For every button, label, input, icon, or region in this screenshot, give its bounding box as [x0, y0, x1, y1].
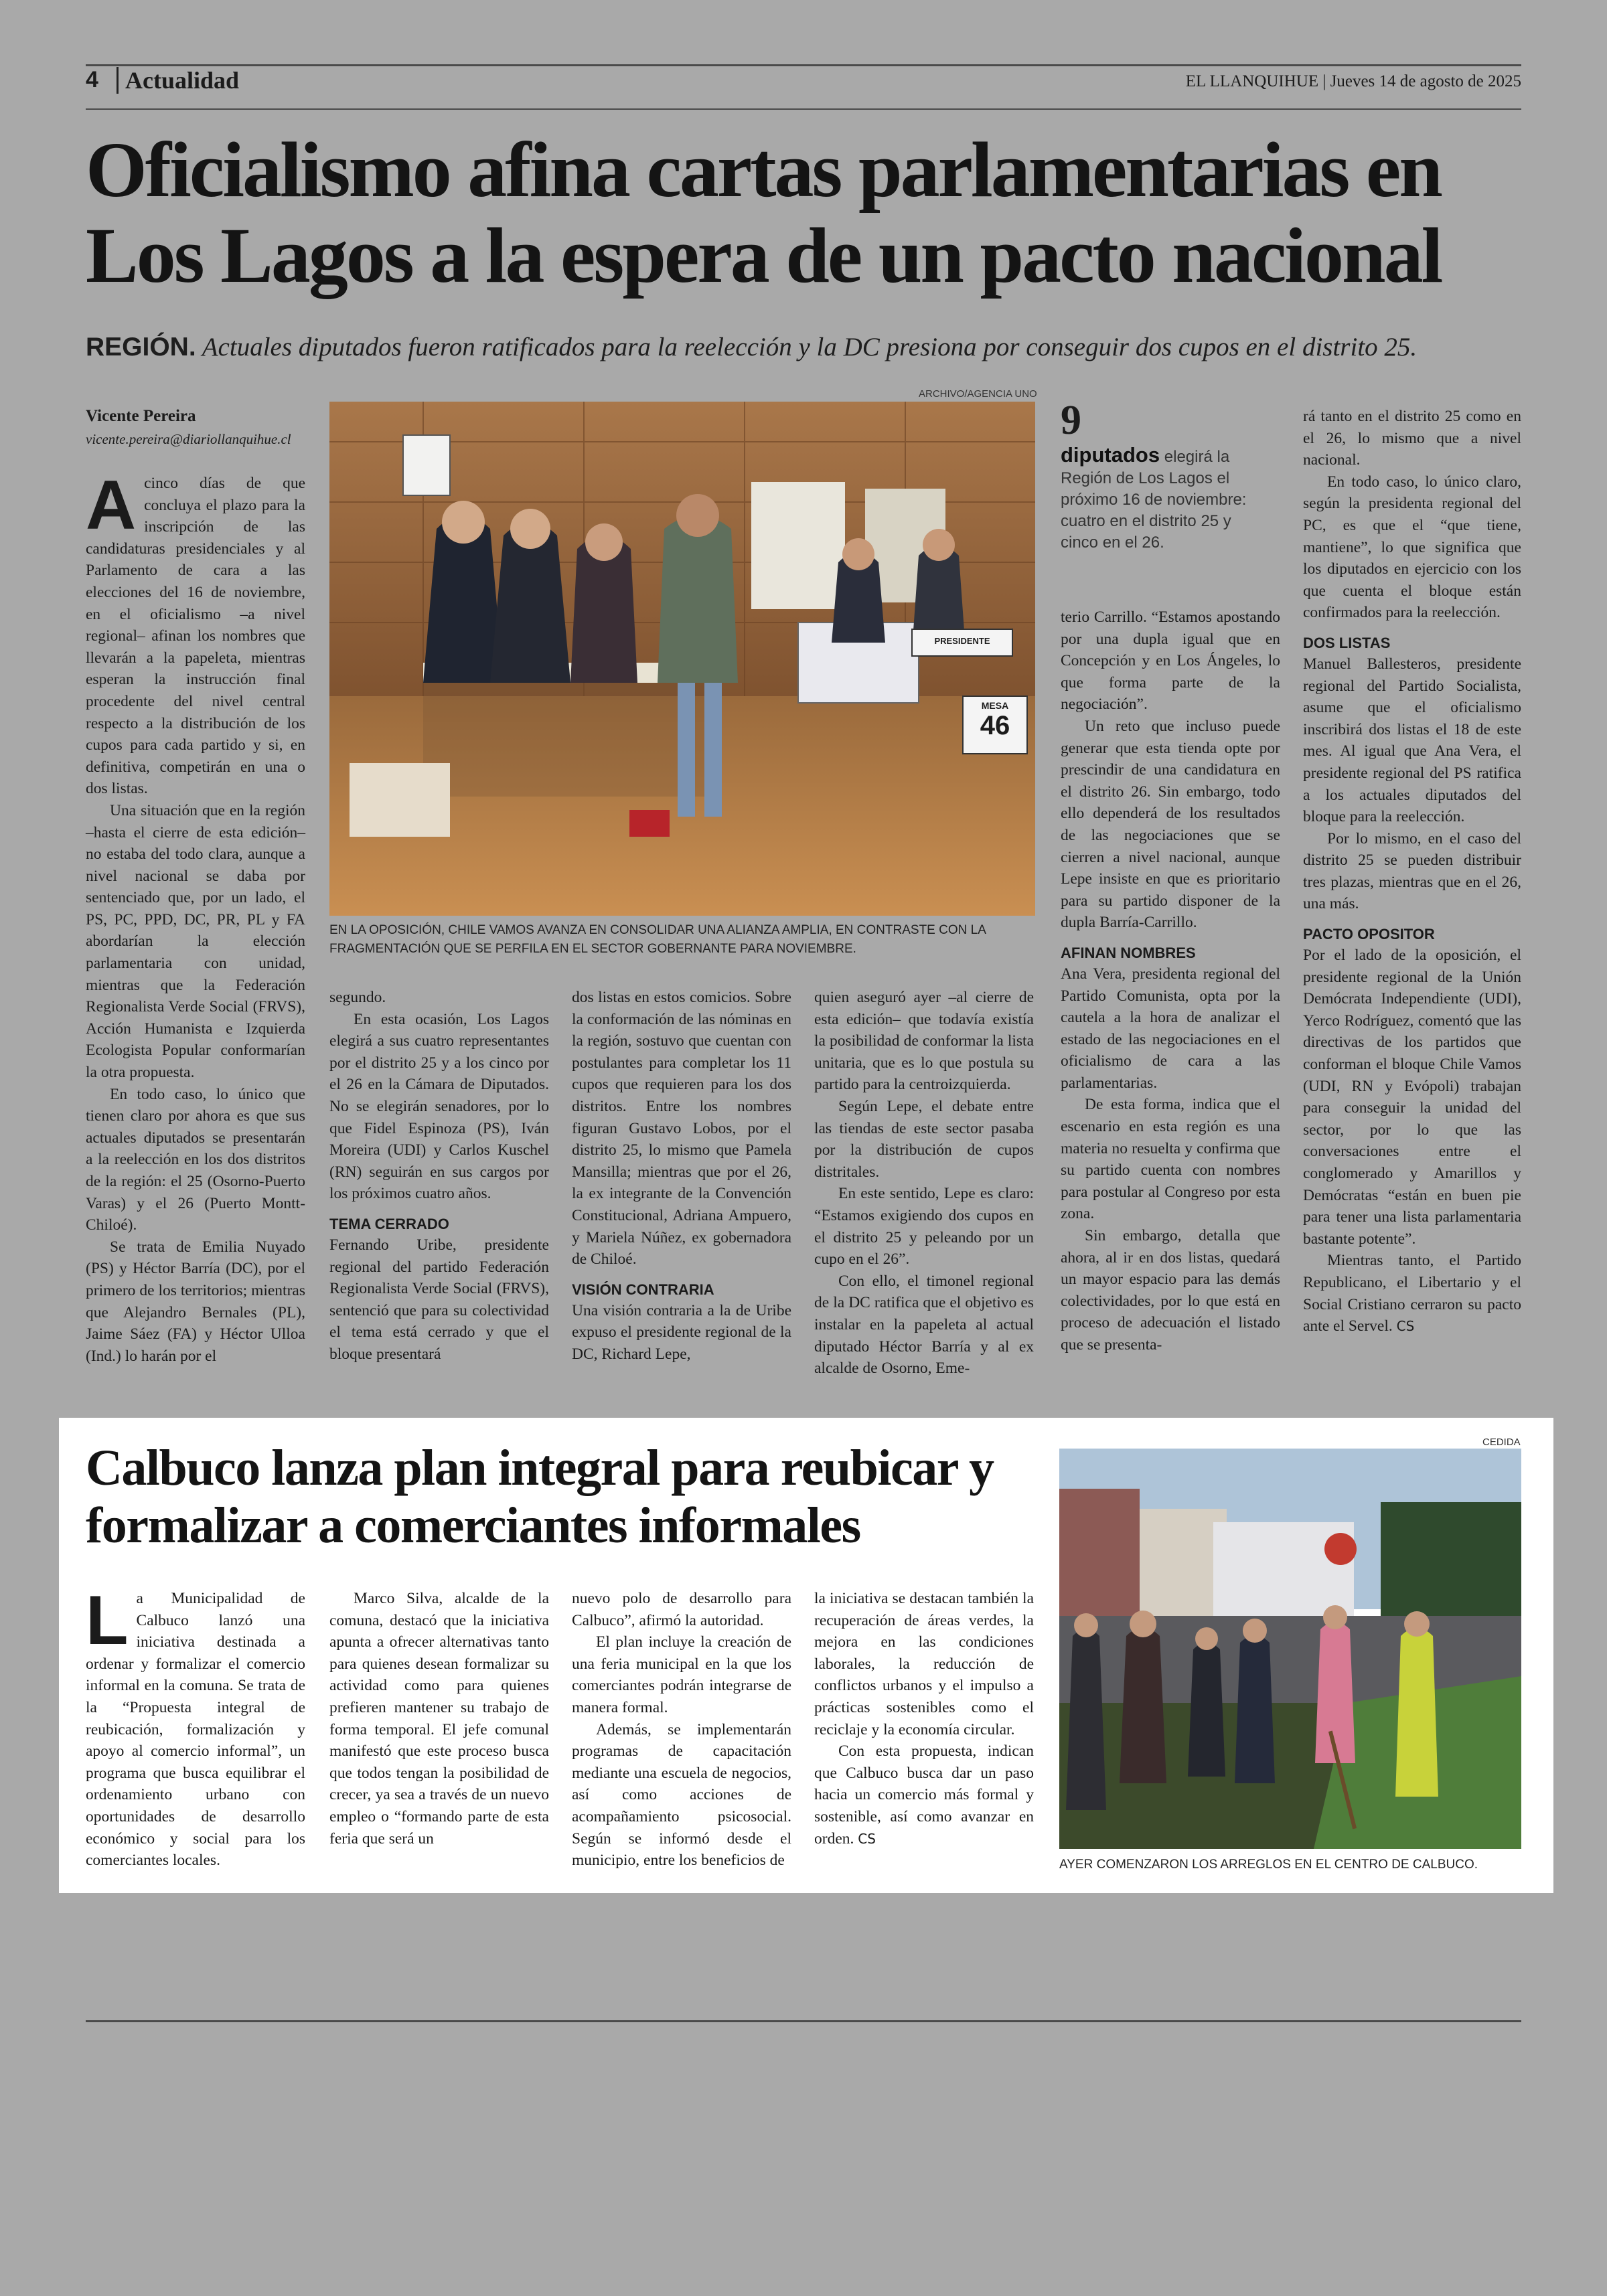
main-col-2	[329, 987, 549, 1366]
secondary-photo-caption: AYER COMENZARON LOS ARREGLOS EN EL CENTRO DE CALBUCO.	[1059, 1858, 1478, 1872]
street-scene-illustration	[1059, 1449, 1521, 1849]
paragraph: Sin embargo, detalla que ahora, al ir en dos listas, quedará un mayor espacio para las demás colectividades, por lo que está en proceso de adecuación el listado que se presenta-	[1061, 1227, 1280, 1354]
paragraph: la iniciativa se destacan también la recuperación de áreas verdes, la mejora en las condiciones laborales, la reducción de conflictos urbanos y el impulso a prácticas sostenibles como el reciclaje y la economía circular.	[814, 1590, 1034, 1738]
subhead-afinan-nombres: AFINAN NOMBRES	[1061, 944, 1196, 961]
main-headline: Oficialismo afina cartas parlamentarias en Los Lagos a la espera de un pacto nacional	[86, 126, 1442, 299]
paragraph: Manuel Ballesteros, presidente regional del Partido Socialista, asume que el oficialismo inscribirá dos listas el 18 de este mes. Al igual que Ana Vera, el presidente regional del PS ratifica a los actuales diputados del bloque para la reelección.	[1303, 655, 1521, 826]
secondary-dropcap: L	[86, 1582, 129, 1659]
main-deck	[86, 332, 1525, 362]
paragraph: dos listas en estos comicios. Sobre la conformación de las nóminas en la región, sostuvo que cuentan con postulantes para completar los 11 cupos que requieren para los dos distritos. Entre los nombres figuran Gustavo Lobos, por el distrito 25, lo mismo que Pamela Mansilla; mientras que por el 26, la ex integrante de la Convención Constitucional, Adriana Ampuero, y Mariela Núñez, ex gobernadora de Chiloé.	[572, 989, 791, 1268]
paragraph: Ana Vera, presidenta regional del Partido Comunista, opta por la cautela a la hora de analizar el estado de las negociaciones en el oficialismo de cara a las parlamentarias.	[1061, 965, 1280, 1092]
paragraph: En todo caso, lo único que tienen claro por ahora es que sus actuales diputados se presentarán a la reelección en los dos distritos de la región: el 25 (Osorno-Puerto Varas) y el 26 (Puerto Montt-Chiloé).	[86, 1085, 305, 1234]
ballot-sign-label: MESA	[981, 700, 1009, 711]
top-rule	[86, 64, 1521, 66]
voting-scene-illustration	[329, 402, 1035, 916]
paragraph: Con ello, el timonel regional de la DC ratifica que el objetivo es instalar en la papeleta al actual diputado Héctor Barría y al ex alcalde de Osorno, Eme-	[814, 1272, 1034, 1378]
factbox-number: 9	[1061, 398, 1081, 443]
dropcap: A	[86, 467, 137, 544]
paragraph: quien aseguró ayer –al cierre de esta edición– que todavía existía la posibilidad de conformar la lista unitaria, que es lo que postula su partido para la centroizquierda.	[814, 989, 1034, 1094]
ballot-sign-number: 46	[980, 711, 1010, 740]
factbox	[1061, 444, 1261, 554]
paragraph: Con esta propuesta, indican que Calbuco busca dar un paso hacia un comercio más formal y sostenible, así como avanzar en orden.	[814, 1742, 1034, 1848]
main-col-3	[572, 987, 791, 1366]
photo-credit: ARCHIVO/AGENCIA UNO	[919, 388, 1037, 400]
presidente-sign: PRESIDENTE	[934, 636, 990, 646]
subhead-pacto-opositor: PACTO OPOSITOR	[1303, 926, 1435, 943]
paragraph: Según Lepe, el debate entre las tiendas de este sector pasaba por la distribución de cupos distritales.	[814, 1097, 1034, 1181]
paragraph: segundo.	[329, 989, 386, 1006]
page-number: 4	[86, 67, 98, 92]
section-name: Actualidad	[117, 67, 239, 94]
paragraph: Fernando Uribe, presidente regional del partido Federación Regionalista Verde Social (FRVS), sentenció que para su colectividad el tema está cerrado y que el bloque presentará	[329, 1236, 549, 1363]
paragraph: terio Carrillo. “Estamos apostando por una dupla igual que en Concepción y en Los Ángeles, lo que forma parte de la negociación”.	[1061, 608, 1280, 714]
paragraph: En esta ocasión, Los Lagos elegirá a sus cuatro representantes por el distrito 25 y a los cinco por el 26 en la Cámara de Diputados. No se elegirán senadores, por lo que Fidel Espinoza (PS), Iván Moreira (UDI) y Carlos Kuschel (RN) seguirán en sus cargos por los próximos cuatro años.	[329, 1010, 549, 1203]
deck-text: Actuales diputados fueron ratificados para la reelección y la DC presiona por conseguir dos cupos en el distrito 25.	[202, 333, 1418, 361]
secondary-photo-credit: CEDIDA	[1482, 1437, 1521, 1448]
paragraph: nuevo polo de desarrollo para Calbuco”, afirmó la autoridad.	[572, 1590, 791, 1629]
paragraph: Por lo mismo, en el caso del distrito 25 se pueden distribuir tres plazas, mientras que en el 26, una más.	[1303, 829, 1521, 913]
publication-date: Jueves 14 de agosto de 2025	[1330, 72, 1521, 90]
bottom-rule	[86, 2020, 1521, 2022]
header-rule	[86, 108, 1521, 110]
publication-name: EL LLANQUIHUE	[1185, 72, 1319, 90]
paragraph: Por el lado de la oposición, el presidente regional de la Unión Demócrata Independiente (UDI), Yerco Rodríguez, comentó que las directivas de los partidos que conforman el bloque Chile Vamos (UDI, RN y Evópoli) trabajan para conseguir la unidad del sector, por lo que las conversaciones entre el conglomerado y Amarillos y Demócratas “están en buen pie para tener una lista parlamentaria bastante potente”.	[1303, 947, 1521, 1248]
end-mark: CS	[1396, 1318, 1415, 1335]
paragraph: rá tanto en el distrito 25 como en el 26, lo mismo que a nivel nacional.	[1303, 408, 1521, 469]
main-photo	[329, 402, 1035, 916]
deck-label: REGIÓN.	[86, 333, 196, 361]
end-mark: CS	[858, 1830, 876, 1847]
paragraph: Se trata de Emilia Nuyado (PS) y Héctor Barría (DC), por el primero de los territorios; mientras que Alejandro Bernales (PL), Jaime Sáez (FA) y Héctor Ulloa (Ind.) lo harán por el	[86, 1238, 305, 1365]
secondary-col-3	[572, 1588, 791, 1872]
paragraph: cinco días de que concluya el plazo para la inscripción de las candidaturas presidenciales y al Parlamento de cara a las elecciones del 16 de noviembre, en el oficialismo –a nivel regional– afinan los nombres que llevarán a la papeleta, mientras esperan la instrucción final procedente del nivel central respecto a la distribución de los cupos para cada partido y si, en definitiva, competirán en una o dos listas.	[86, 475, 305, 798]
author-name: Vicente Pereira	[86, 407, 196, 425]
paragraph: a Municipalidad de Calbuco lanzó una iniciativa destinada a ordenar y formalizar el comercio informal en la comuna. Se trata de la “Propuesta integral de reubicación, formalización y apoyo al comercio informal”, un programa que busca equilibrar el ordenamiento urbano con oportunidades de desarrollo económico y social para los comerciantes locales.	[86, 1590, 305, 1870]
paragraph: De esta forma, indica que el escenario en esta región es una materia no resuelta y confirma que su partido cuenta con nombres para postular al Congreso por esta zona.	[1061, 1096, 1280, 1223]
paragraph: Una visión contraria a la de Uribe expuso el presidente regional de la DC, Richard Lepe,	[572, 1301, 791, 1363]
paragraph: En todo caso, lo único claro, según la presidenta regional del PC, es que el “que tiene, mantiene”, lo que significa que los diputados en ejercicio con los que cuenta el bloque están confirmados para la reelección.	[1303, 473, 1521, 622]
secondary-col-4	[814, 1588, 1034, 1850]
main-col-4	[814, 987, 1034, 1380]
factbox-bold: diputados	[1061, 443, 1160, 467]
main-col-1	[86, 467, 305, 1367]
subhead-dos-listas: DOS LISTAS	[1303, 634, 1391, 651]
paragraph: Marco Silva, alcalde de la comuna, destacó que la iniciativa apunta a ofrecer alternativas tanto para quienes desean formalizar su actividad como para quienes prefieren mantener su trabajo de forma temporal. El jefe comunal manifestó que este proceso busca que todos tengan la posibilidad de crecer, ya sea a través de un nuevo empleo o “formando parte de esta feria que será un	[329, 1590, 549, 1848]
ballot-sign	[967, 700, 1023, 740]
paragraph: Mientras tanto, el Partido Republicano, el Libertario y el Social Cristiano cerraron su pacto ante el Servel.	[1303, 1252, 1521, 1335]
secondary-headline: Calbuco lanza plan integral para reubicar y formalizar a comerciantes informales	[86, 1440, 994, 1554]
paragraph: En este sentido, Lepe es claro: “Estamos exigiendo dos cupos en el distrito 25 y peleando por un cupo en el 26”.	[814, 1185, 1034, 1268]
author-email: vicente.pereira@diariollanquihue.cl	[86, 431, 291, 447]
subhead-vision-contraria: VISIÓN CONTRARIA	[572, 1281, 714, 1298]
factbox-text: elegirá la Región de Los Lagos el próximo 16 de noviembre: cuatro en el distrito 25 y cinco en el 26.	[1061, 448, 1247, 552]
paragraph: El plan incluye la creación de una feria municipal en la que los comerciantes podrán integrarse de manera formal.	[572, 1633, 791, 1716]
main-col-5	[1061, 606, 1280, 1356]
secondary-col-1	[86, 1582, 305, 1872]
main-photo-caption: EN LA OPOSICIÓN, CHILE VAMOS AVANZA EN CONSOLIDAR UNA ALIANZA AMPLIA, EN CONTRASTE CON LA FRAGMENTACIÓN QUE SE PERFILA EN EL SECTOR GOBERNANTE PARA NOVIEMBRE.	[329, 923, 986, 956]
main-col-6	[1303, 406, 1521, 1337]
paragraph: Un reto que incluso puede generar que esta tienda opte por prescindir de una candidatura en el distrito 26. Sin embargo, todo ello dependerá de los resultados de las negociaciones que se cierren a nivel nacional, aunque Lepe insiste en que es prioritario para su partido disponer de la dupla Barría-Carrillo.	[1061, 717, 1280, 932]
publication-date-line: EL LLANQUIHUE | Jueves 14 de agosto de 2025	[1185, 72, 1521, 90]
subhead-tema-cerrado: TEMA CERRADO	[329, 1215, 449, 1232]
paragraph: Una situación que en la región –hasta el cierre de esta edición– no estaba del todo clara, aunque a nivel nacional se daba por sentenciado que, por un lado, el PS, PC, PPD, DC, PR, PL y FA abordarían la elección parlamentaria con unidad, mientras que la Federación Regionalista Verde Social (FRVS), Acción Humanista e Izquierda Ecologista Popular conformarían la otra propuesta.	[86, 801, 305, 1082]
paragraph: Además, se implementarán programas de capacitación mediante una escuela de negocios, así como acciones de acompañamiento psicosocial. Según se informó desde el municipio, entre los beneficios de	[572, 1720, 791, 1870]
secondary-photo	[1059, 1449, 1521, 1849]
secondary-col-2	[329, 1588, 549, 1850]
